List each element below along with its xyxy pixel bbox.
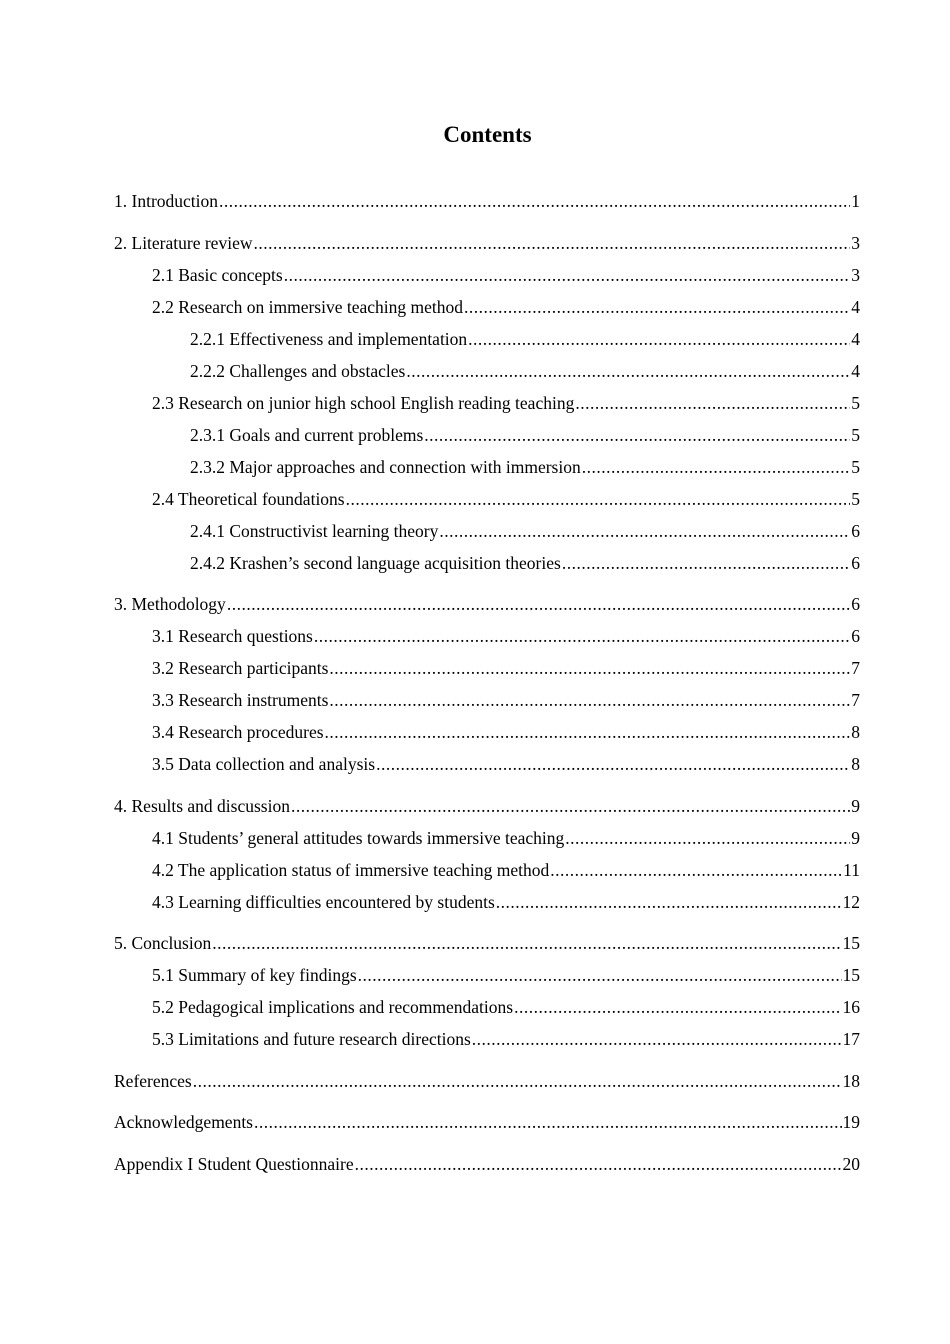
toc-entry-page-number: 9 (851, 827, 860, 848)
toc-entry-label: 2.4.1 Constructivist learning theory (190, 520, 439, 541)
toc-entry-label: Appendix I Student Questionnaire (114, 1153, 354, 1174)
toc-dot-leader (439, 515, 850, 547)
toc-entry-page-number: 16 (842, 997, 860, 1017)
toc-entry-label: 3.4 Research procedures (152, 722, 324, 742)
toc-entry[interactable] (114, 588, 860, 620)
toc-entry[interactable] (114, 483, 860, 515)
toc-entry-page-number: 5 (851, 456, 860, 477)
toc-entry-label: 4.3 Learning difficulties encountered by students (152, 891, 495, 912)
toc-entry-page-number: 4 (851, 360, 860, 381)
toc-dot-leader (193, 1065, 842, 1097)
toc-entry[interactable] (114, 716, 860, 748)
toc-entry[interactable] (114, 684, 860, 716)
toc-entry-label: 4.2 The application status of immersive teaching method (152, 859, 550, 880)
toc-entry-label: 2.1 Basic concepts (152, 264, 283, 285)
toc-dot-leader (468, 323, 850, 355)
toc-dot-leader (565, 822, 850, 854)
toc-dot-leader (219, 185, 850, 217)
toc-entry-label: 2.2.1 Effectiveness and implementation (190, 328, 468, 349)
toc-entry[interactable] (114, 185, 860, 217)
toc-entry-label: 3.3 Research instruments (152, 690, 329, 710)
toc-entry-page-number: 7 (851, 690, 860, 710)
toc-entry-label: References (114, 1070, 192, 1091)
toc-dot-leader (562, 547, 850, 579)
toc-entry-page-number: 5 (851, 424, 860, 445)
toc-entry-label: 3.2 Research participants (152, 658, 329, 678)
toc-dot-leader (329, 684, 850, 716)
toc-entry-page-number: 18 (842, 1070, 860, 1091)
toc-entry-label: 3.5 Data collection and analysis (152, 754, 376, 774)
toc-entry[interactable] (114, 515, 860, 547)
toc-entry-page-number: 17 (842, 1029, 860, 1049)
toc-dot-leader (253, 227, 850, 259)
toc-entry-page-number: 20 (842, 1153, 860, 1174)
toc-dot-leader (582, 451, 851, 483)
toc-entry-label: 4.1 Students’ general attitudes towards immersive teaching (152, 827, 565, 848)
toc-entry-label: Acknowledgements (114, 1112, 253, 1132)
toc-entry-page-number: 4 (851, 296, 860, 317)
toc-entry[interactable] (114, 959, 860, 991)
toc-entry-page-number: 15 (842, 965, 860, 985)
toc-entry-page-number: 12 (842, 891, 860, 912)
toc-entry-label: 3.1 Research questions (152, 626, 313, 646)
toc-entry-label: 5.2 Pedagogical implications and recommendations (152, 997, 514, 1017)
toc-entry[interactable] (114, 748, 860, 780)
toc-dot-leader (496, 886, 842, 918)
toc-dot-leader (406, 355, 850, 387)
toc-entry-page-number: 6 (851, 552, 860, 573)
toc-dot-leader (254, 1106, 842, 1138)
toc-dot-leader (472, 1023, 842, 1055)
toc-entry-label: 4. Results and discussion (114, 795, 290, 816)
toc-entry[interactable] (114, 259, 860, 291)
toc-entry-page-number: 8 (851, 754, 860, 774)
toc-entry[interactable] (114, 620, 860, 652)
toc-dot-leader (329, 652, 850, 684)
toc-entry-page-number: 11 (843, 859, 860, 880)
toc-entry-label: 3. Methodology (114, 594, 226, 614)
toc-dot-leader (514, 991, 841, 1023)
toc-dot-leader (346, 483, 851, 515)
toc-entry-page-number: 5 (851, 488, 860, 509)
toc-entry-label: 5.1 Summary of key findings (152, 965, 357, 985)
toc-entry[interactable] (114, 1148, 860, 1180)
toc-dot-leader (227, 588, 850, 620)
toc-entry[interactable] (114, 355, 860, 387)
toc-dot-leader (355, 1148, 842, 1180)
toc-entry[interactable] (114, 547, 860, 579)
toc-entry[interactable] (114, 323, 860, 355)
page-title: Contents (443, 122, 532, 147)
toc-entry[interactable] (114, 886, 860, 918)
toc-dot-leader (575, 387, 850, 419)
toc-entry-page-number: 6 (851, 594, 860, 614)
toc-entry[interactable] (114, 419, 860, 451)
toc-entry[interactable] (114, 1065, 860, 1097)
toc-entry-page-number: 15 (842, 933, 860, 953)
toc-dot-leader (464, 291, 850, 323)
toc-entry-page-number: 6 (851, 520, 860, 541)
toc-dot-leader (291, 790, 850, 822)
toc-entry[interactable] (114, 790, 860, 822)
toc-entry-label: 2.2 Research on immersive teaching method (152, 296, 464, 317)
toc-entry-page-number: 8 (851, 722, 860, 742)
toc-entry-label: 2.3 Research on junior high school English reading teaching (152, 392, 575, 413)
toc-entry-label: 5.3 Limitations and future research directions (152, 1029, 471, 1049)
toc-entry[interactable] (114, 927, 860, 959)
toc-entry-page-number: 3 (851, 264, 860, 285)
toc-entry-label: 2.3.1 Goals and current problems (190, 424, 424, 445)
toc-dot-leader (424, 419, 850, 451)
toc-entry-label: 2.4.2 Krashen’s second language acquisition theories (190, 552, 561, 573)
toc-entry-page-number: 4 (851, 328, 860, 349)
toc-entry[interactable] (114, 291, 860, 323)
toc-entry[interactable] (114, 854, 860, 886)
toc-entry-page-number: 5 (851, 392, 860, 413)
toc-dot-leader (550, 854, 842, 886)
toc-entry[interactable] (114, 451, 860, 483)
toc-dot-leader (284, 259, 851, 291)
toc-entry-label: 2.4 Theoretical foundations (152, 488, 345, 509)
toc-dot-leader (325, 716, 851, 748)
toc-entry-page-number: 9 (851, 795, 860, 816)
toc-entry-label: 1. Introduction (114, 191, 219, 211)
toc-dot-leader (376, 748, 850, 780)
toc-entry[interactable] (114, 991, 860, 1023)
toc-entry-label: 2.3.2 Major approaches and connection with immersion (190, 456, 581, 477)
toc-entry[interactable] (114, 387, 860, 419)
toc-dot-leader (314, 620, 850, 652)
toc-entry[interactable] (114, 822, 860, 854)
toc-entry[interactable] (114, 652, 860, 684)
table-of-contents (114, 185, 860, 1180)
toc-entry[interactable] (114, 1106, 860, 1138)
toc-entry-page-number: 6 (851, 626, 860, 646)
toc-entry[interactable] (114, 1023, 860, 1055)
toc-entry[interactable] (114, 227, 860, 259)
toc-dot-leader (358, 959, 842, 991)
toc-dot-leader (212, 927, 841, 959)
toc-entry-label: 2. Literature review (114, 232, 253, 253)
toc-entry-page-number: 7 (851, 658, 860, 678)
toc-entry-page-number: 1 (851, 191, 860, 211)
toc-entry-page-number: 19 (842, 1112, 860, 1132)
toc-entry-page-number: 3 (851, 232, 860, 253)
toc-entry-label: 2.2.2 Challenges and obstacles (190, 360, 406, 381)
toc-entry-label: 5. Conclusion (114, 933, 212, 953)
